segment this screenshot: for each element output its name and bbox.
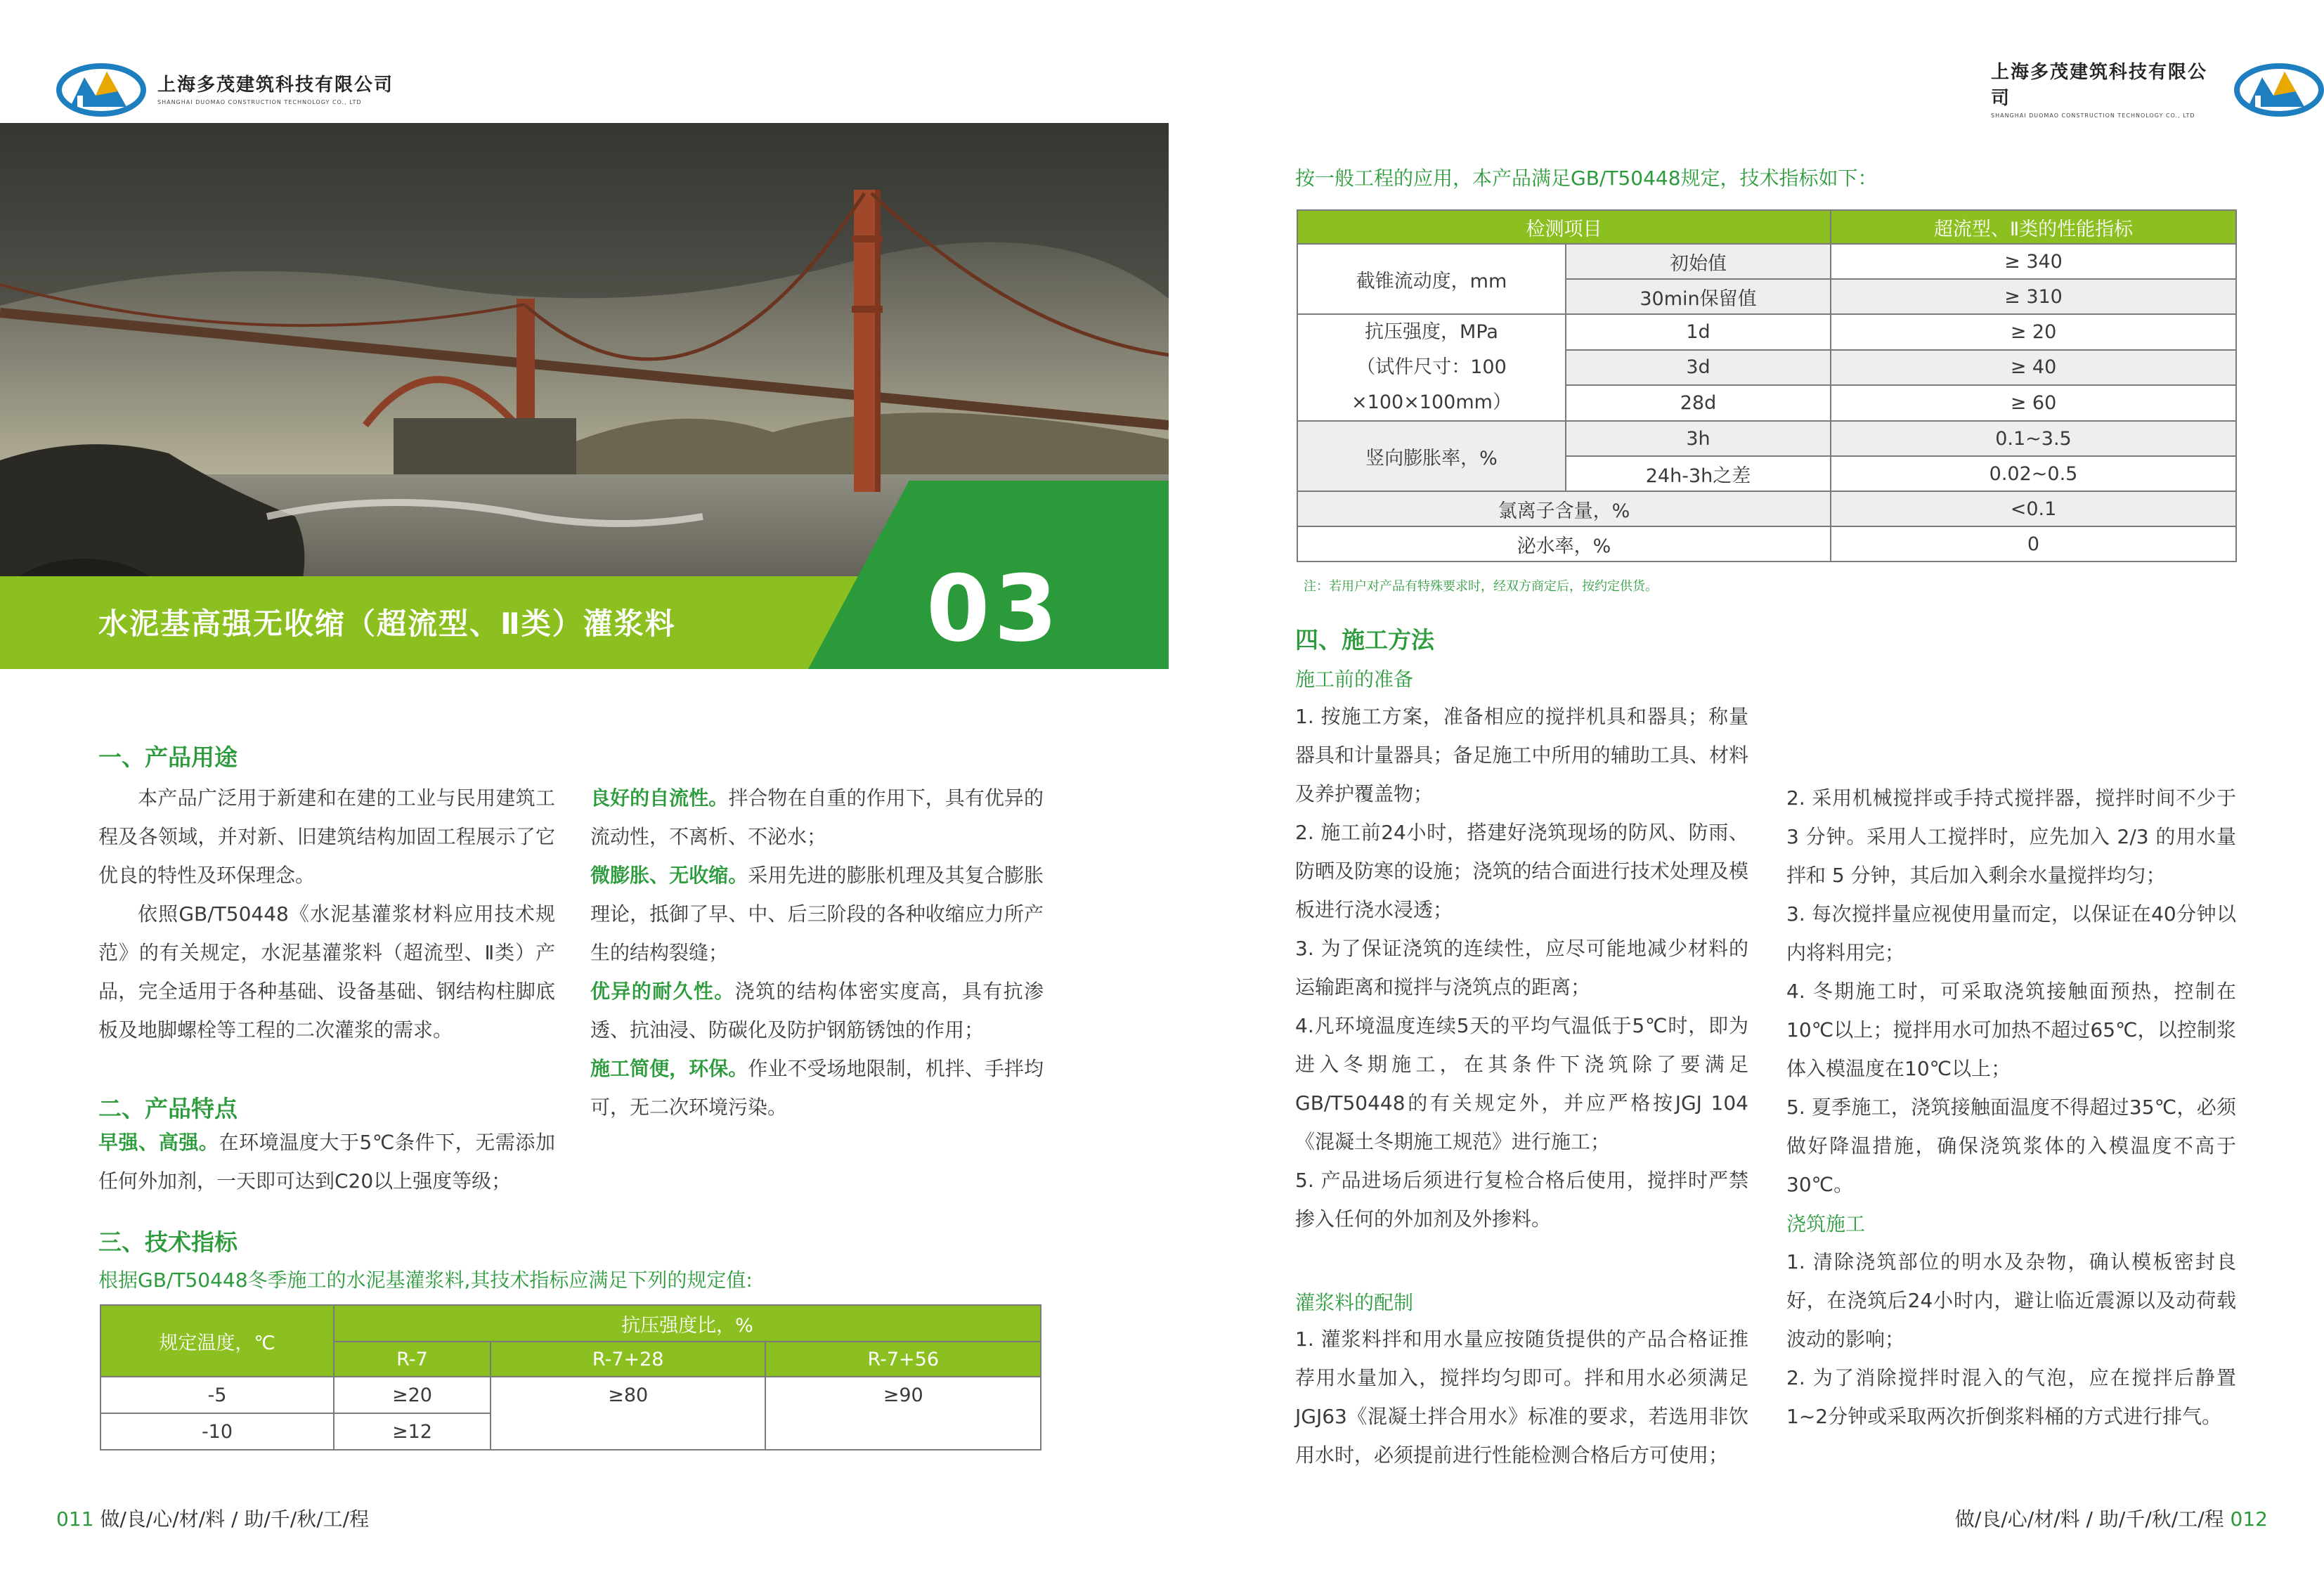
- mix-item-1: 1. 灌浆料拌和用水量应按随货提供的产品合格证推荐用水量加入，搅拌均匀即可。拌和用水必须满足JGJ63《混凝土拌合用水》标准的要求，若选用非饮用水时，必须提前进行性能检测合格后方可使用；: [1295, 1328, 1748, 1467]
- feature-1-text: 在环境温度大于5℃条件下，无需添加任何外加剂，一天即可达到C20以上强度等级；: [98, 1131, 555, 1193]
- feature-5-text: 作业不受场地限制，机拌、手拌均可，无二次环境污染。: [590, 1057, 1044, 1119]
- table-row: [1297, 491, 2236, 526]
- cell-sub: 初始值: [1566, 244, 1831, 279]
- cell-bleeding-val: 0: [1831, 526, 2236, 562]
- table-row: [1297, 526, 2236, 562]
- th-r7-28: R-7+28: [491, 1342, 766, 1377]
- cell-sub: 3d: [1566, 350, 1831, 386]
- feature-3-text: 采用先进的膨胀机理及其复合膨胀理论，抵御了早、中、后三阶段的各种收缩应力所产生的结构裂缝；: [590, 864, 1044, 964]
- prep-item-3: 3. 为了保证浇筑的连续性，应尽可能地减少材料的运输距离和搅拌与浇筑点的距离；: [1295, 937, 1748, 999]
- table-row: [1297, 244, 2236, 279]
- th-temperature: 规定温度，℃: [100, 1305, 334, 1377]
- footer-left: [56, 1504, 369, 1532]
- features-column: [590, 779, 1044, 1127]
- prep-item-2: 2. 施工前24小时，搭建好浇筑现场的防风、防雨、防晒及防寒的设施；浇筑的结合面进行技术处理及模板进行浇水浸透；: [1295, 821, 1748, 921]
- logo-icon: [56, 56, 146, 119]
- th-r7-56: R-7+56: [765, 1342, 1041, 1377]
- cell-val: ≥ 310: [1831, 279, 2236, 314]
- cell-sub: 24h-3h之差: [1566, 456, 1831, 491]
- section-specs-title: 三、技术指标: [98, 1228, 238, 1256]
- cell-val: ≥ 340: [1831, 244, 2236, 279]
- specs-intro: 根据GB/T50448冬季施工的水泥基灌浆料,其技术指标应满足下列的规定值:: [98, 1268, 753, 1292]
- mix-text-1: [1295, 1320, 1748, 1474]
- pour-item-1: 1. 清除浇筑部位的明水及杂物，确认模板密封良好，在浇筑后24小时内，避让临近震源以及动荷载波动的影响；: [1786, 1250, 2236, 1351]
- cell-temp: -5: [100, 1377, 334, 1413]
- cell-chloride-label: 氯离子含量，%: [1297, 491, 1831, 526]
- table-row: [1297, 314, 2236, 350]
- cell-val: ≥ 60: [1831, 385, 2236, 421]
- cell-fluidity-label: 截锥流动度，mm: [1297, 244, 1566, 314]
- feature-5-heading: 施工简便，环保。: [590, 1057, 748, 1080]
- table-row: [1297, 421, 2236, 456]
- cell-expansion-label: 竖向膨胀率，%: [1297, 421, 1566, 491]
- mix-item-3: 3. 每次搅拌量应视使用量而定，以保证在40分钟以内将料用完；: [1786, 902, 2236, 964]
- feature-4-text: 浇筑的结构体密实度高，具有抗渗透、抗油浸、防碳化及防护钢筋锈蚀的作用；: [590, 980, 1044, 1041]
- pour-item-2: 2. 为了消除搅拌时混入的气泡，应在搅拌后静置1~2分钟或采取两次折倒浆料桶的方式进行排气。: [1786, 1366, 2236, 1428]
- usage-paragraph-2: 依照GB/T50448《水泥基灌浆材料应用技术规范》的有关规定，水泥基灌浆料（超流型、Ⅱ类）产品，完全适用于各种基础、设备基础、钢结构柱脚底板及地脚螺栓等工程的二次灌浆的需求。: [98, 902, 555, 1041]
- prep-item-1: 1. 按施工方案，准备相应的搅拌机具和器具；称量器具和计量器具；备足施工中所用的辅助工具、材料及养护覆盖物；: [1295, 705, 1748, 805]
- feature-4-heading: 优异的耐久性。: [590, 980, 735, 1003]
- cell-sub: 28d: [1566, 385, 1831, 421]
- mix-item-4: 4. 冬期施工时，可采取浇筑接触面预热，控制在10℃以上；搅拌用水可加热不超过65℃，以控制浆体入模温度在10℃以上；: [1786, 980, 2236, 1080]
- company-logo-left: [56, 56, 394, 119]
- footer-slogan-right: 做/良/心/材/料 / 助/千/秋/工/程: [1954, 1507, 2224, 1531]
- th-r7: R-7: [334, 1342, 491, 1377]
- cell-r28: ≥80: [491, 1377, 766, 1450]
- mix-item-5: 5. 夏季施工，浇筑接触面温度不得超过35℃，必须做好降温措施，确保浇筑浆体的入模温度不高于30℃。: [1786, 1096, 2236, 1196]
- cell-val: ≥ 40: [1831, 350, 2236, 386]
- feature-3-heading: 微膨胀、无收缩。: [590, 864, 748, 887]
- feature-2-heading: 良好的自流性。: [590, 786, 729, 810]
- page-number-right: 012: [2230, 1507, 2268, 1531]
- cell-chloride-val: <0.1: [1831, 491, 2236, 526]
- cell-val: 0.1~3.5: [1831, 421, 2236, 456]
- prep-item-4: 4.凡环境温度连续5天的平均气温低于5℃时，即为进入冬期施工，在其条件下浇筑除了要满足GB/T50448的有关规定外，并应严格按JGJ 104《混凝土冬期施工规范》进行施工；: [1295, 1014, 1748, 1153]
- section-construction-title: 四、施工方法: [1295, 626, 1434, 654]
- cell-sub: 3h: [1566, 421, 1831, 456]
- footer-slogan-left: 做/良/心/材/料 / 助/千/秋/工/程: [100, 1507, 370, 1531]
- feature-2-text: 拌合物在自重的作用下，具有优异的流动性，不离析、不泌水；: [590, 786, 1044, 848]
- prep-list: [1295, 697, 1748, 1238]
- mix-title: 灌浆料的配制: [1295, 1291, 1414, 1314]
- cell-val: ≥ 20: [1831, 314, 2236, 350]
- footer-right: [1955, 1504, 2268, 1532]
- chapter-number: 03: [926, 555, 1062, 662]
- usage-paragraph-1: 本产品广泛用于新建和在建的工业与民用建筑工程及各领域，并对新、旧建筑结构加固工程展示了它优良的特性及环保理念。: [98, 786, 555, 887]
- pour-title: 浇筑施工: [1786, 1212, 1866, 1235]
- feature-1: [98, 1123, 555, 1200]
- th-strength-ratio: 抗压强度比，%: [334, 1305, 1041, 1342]
- prep-title: 施工前的准备: [1295, 668, 1414, 691]
- table-row: [100, 1377, 1041, 1413]
- company-name: 上海多茂建筑科技有限公司: [157, 74, 394, 96]
- pour-list: [1786, 1242, 2236, 1436]
- cell-sub: 30min保留值: [1566, 279, 1831, 314]
- compressive-label-3: ×100×100mm）: [1351, 391, 1512, 413]
- cell-r56: ≥90: [765, 1377, 1041, 1450]
- compressive-label-2: （试件尺寸：100: [1356, 356, 1507, 378]
- spec-table: [1297, 209, 2237, 562]
- company-logo-right: [1991, 56, 2324, 119]
- cell-temp: -10: [100, 1413, 334, 1450]
- company-name-en: SHANGHAI DUOMAO CONSTRUCTION TECHNOLOGY CO., LTD: [1991, 112, 2195, 119]
- product-title: 水泥基高强无收缩（超流型、Ⅱ类）灌浆料: [98, 606, 676, 641]
- section-features-title: 二、产品特点: [98, 1095, 238, 1122]
- logo-icon: [2234, 56, 2324, 119]
- winter-strength-table: [100, 1304, 1041, 1451]
- table-note: 注：若用户对产品有特殊要求时，经双方商定后，按约定供货。: [1304, 579, 1658, 594]
- mix-list-continued: [1786, 779, 2236, 1204]
- company-name-en: SHANGHAI DUOMAO CONSTRUCTION TECHNOLOGY CO., LTD: [157, 99, 362, 105]
- spec-table-intro: 按一般工程的应用，本产品满足GB/T50448规定，技术指标如下：: [1295, 167, 1878, 190]
- company-name: 上海多茂建筑科技有限公司: [1991, 61, 2208, 109]
- usage-text: [98, 779, 555, 1049]
- cell-r7: ≥12: [334, 1413, 491, 1450]
- section-usage-title: 一、产品用途: [98, 744, 238, 771]
- th-test-item: 检测项目: [1297, 210, 1831, 244]
- compressive-label-1: 抗压强度，MPa: [1365, 321, 1498, 343]
- cell-sub: 1d: [1566, 314, 1831, 350]
- mix-item-2: 2. 采用机械搅拌或手持式搅拌器，搅拌时间不少于 3 分钟。采用人工搅拌时，应先加入 2/3 的用水量拌和 5 分钟，其后加入剩余水量搅拌均匀；: [1786, 786, 2236, 887]
- cell-r7: ≥20: [334, 1377, 491, 1413]
- page-number-left: 011: [56, 1507, 94, 1531]
- feature-1-heading: 早强、高强。: [98, 1131, 219, 1154]
- cell-val: 0.02~0.5: [1831, 456, 2236, 491]
- cell-compressive-label: [1297, 314, 1566, 421]
- cell-bleeding-label: 泌水率，%: [1297, 526, 1831, 562]
- prep-item-5: 5. 产品进场后须进行复检合格后使用，搅拌时严禁掺入任何的外加剂及外掺料。: [1295, 1169, 1748, 1231]
- th-performance: 超流型、Ⅱ类的性能指标: [1831, 210, 2236, 244]
